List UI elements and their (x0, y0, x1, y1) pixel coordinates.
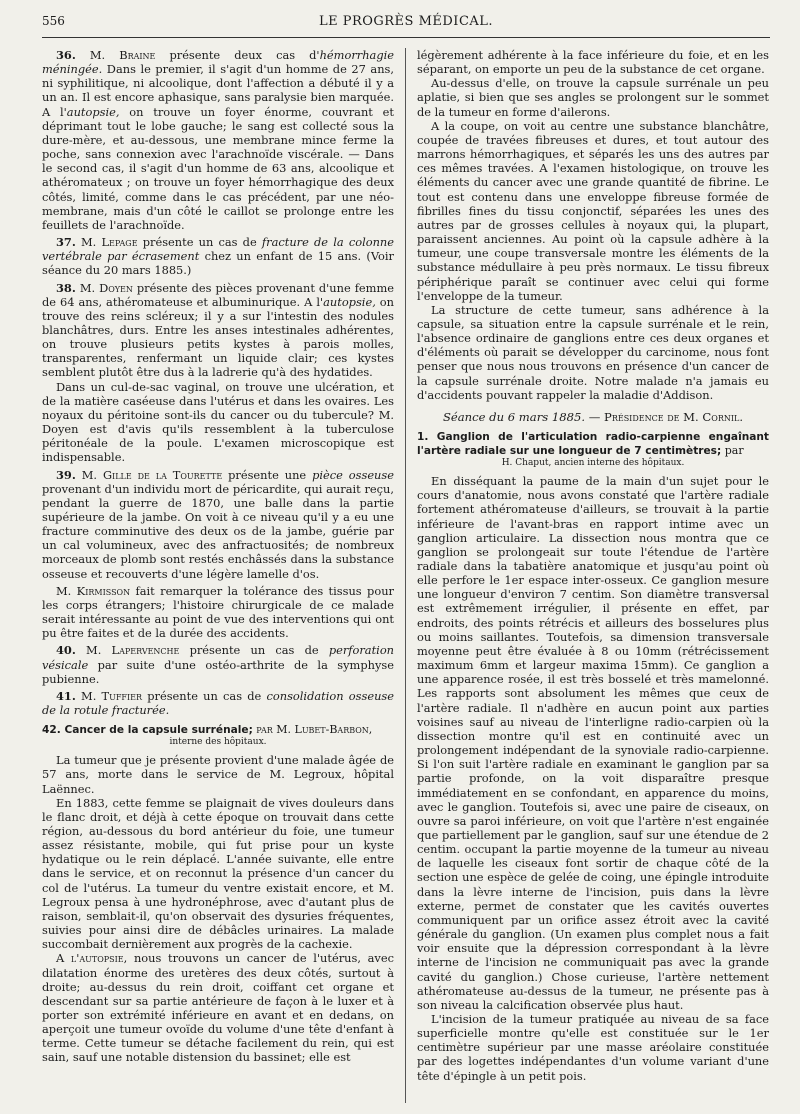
item-number: 39. (56, 467, 76, 482)
text: présente un cas de (137, 235, 262, 250)
italic-text: pièce osseuse (312, 467, 394, 482)
article-author: par M. Lubet-Barbon, (252, 723, 373, 737)
text: par suite d'une ostéo-arthrite de la symphyse pubienne. (42, 657, 394, 686)
paragraph-incision: L'incision de la tumeur pratiquée au niveau de sa face superficielle montre qu'elle est constituée sur le 1er centimètre supérieur par une masse aréolaire constituée par des logettes indépendantes d'un volume variant d'une tête d'épingle à un petit pois. (417, 1012, 769, 1083)
text: chez un enfant de 15 ans. (Voir séance du 20 mars 1885.) (42, 249, 394, 278)
text: on trouve un foyer énorme, couvrant et déprimant tout le lobe gauche; le sang est collecté sous la dure-mère, et au-dessous, une membrane mince ferme la poche, sans connexion avec l'arachnoïde viscérale. — Dans le second cas, il s'agit d'un homme de 63 ans, alcoolique et athéromateux ; on trouve un foyer hémorrhagique des deux côtés, limité, comme dans le cas précédent, par une néo-membrane, mais d'un côté le caillot se prolonge entre les feuillets de l'arachnoïde. (42, 104, 394, 232)
paragraph-37 (42, 235, 394, 277)
paragraph-41 (42, 689, 394, 717)
text: provenant d'un individu mort de péricardite, qui aurait reçu, pendant la guerre de 1870, une balle dans la partie supérieure de la jambe. On voit à ce niveau qu'il y a eu une fracture comminutive des deux os de la jambe, guérie par un cal volumineux, avec des anfractuosités; de nombreux morceaux de plomb sont restés enchâssés dans la substance osseuse et recouverts d'une légère lamelle d'os. (42, 481, 394, 581)
paragraph-42b: En 1883, cette femme se plaignait de vives douleurs dans le flanc droit, et déjà à cette époque on trouvait dans cette région, au-dessous du bord antérieur du foie, une tumeur assez résistante, mobile, qui fut prise pour un kyste hydatique ou le rein déplacé. L'année suivante, elle entre dans le service, et on reconnut la présence d'un cancer du col de l'utérus. La tumeur du ventre existait encore, et M. Legroux pensa à une hydronéphrose, avec d'autant plus de raison, semblait-il, qu'on observait des dysuries fréquentes, suivies pour ainsi dire de débâcles urinaires. La malade succombait dernièrement aux progrès de la cachexie. (42, 795, 394, 952)
paragraph-coupe: A la coupe, on voit au centre une substance blanchâtre, coupée de travées fibreuses et dures, et tout autour des marrons hémorrhagiques, et séparés les uns des autres par ces mêmes travées. A l'examen histologique, on trouve les éléments du cancer avec une grande quantité de fibrine. Le tout est contenu dans une enveloppe fibreuse formée de fibrilles fines du tissu conjonctif, séparées les unes des autres par de grosses cellules à noyaux qui, la plupart, paraissent anciennes. Au point où la capsule adhère à la tumeur, une coupe transversale montre les éléments de la substance médullaire à peu près normaux. Le tissu fibreux périphérique paraît se continuer avec celui qui forme l'enveloppe de la tumeur. (417, 118, 769, 303)
article-heading-42 (42, 723, 394, 748)
journal-title: LE PROGRÈS MÉDICAL. (318, 14, 494, 29)
paragraph-42c (42, 951, 394, 1064)
author-affiliation: interne des hôpitaux. (169, 737, 267, 748)
paragraph-39 (42, 468, 394, 581)
author-name: M. Lapervenche (86, 643, 180, 658)
paragraph-39-remark (42, 584, 394, 641)
item-number: 40. (56, 643, 76, 658)
italic-text: fracture de la colonne vertébrale par écrasement (42, 235, 394, 264)
paragraph-continued: légèrement adhérente à la face inférieure du foie, et en les séparant, on emporte un peu de la substance de cet organe. (417, 48, 769, 77)
text: présente deux cas d' (155, 48, 320, 62)
paragraph-dissection: En disséquant la paume de la main d'un sujet pour le cours d'anatomie, nous avons constaté que l'artère radiale fortement athéromateuse d'ailleurs, se trouvait à la partie inférieure de l'avant-bras en rapport intime avec un ganglion articulaire. La dissection nous montra que ce ganglion se prolongeait sur toute l'étendue de l'artère radiale dans la tabatière anatomique et jusqu'au point où elle perfore le 1er espace inter-osseux. Ce ganglion mesure une longueur d'environ 7 centim. Son diamètre transversal est extrêmement irrégulier, il présente en effet, par endroits, des points rétrécis et ailleurs des bosselures plus ou moins saillantes. Toutefois, sa dimension transversale moyenne peut être évaluée à 8 ou 10mm (rétrécissement maximum 6mm et largeur maxima 15mm). Ce ganglion a une apparence rosée, il est très bosselé et très mamelonné. Les rapports sont absolument les mêmes que ceux de l'artère radiale. Il n'adhère en aucun point aux parties voisines sauf au niveau de l'interligne radio-carpien où la dissection montre qu'il est en continuité avec un prolongement indépendant de la synoviale radio-carpienne. Si l'on suit l'artère radiale en examinant le ganglion par sa partie profonde, on la voit disparaître presque immédiatement en se confondant, en apparence du moins, avec le ganglion. Toutefois si, avec une paire de ciseaux, on ouvre sa paroi inférieure, on voit que l'artère n'est engainée que partiellement par le ganglion, sauf sur une étendue de 2 centim. occupant la partie moyenne de la tumeur au niveau de laquelle les ciseaux font sortir de chaque côté de la section une espèce de gelée de coing, une épingle introduite dans la lèvre interne de l'incision, puis dans la lèvre externe, permet de constater que les cavités ouvertes communiquent par un orifice assez étroit avec la cavité générale du ganglion. (Un examen plus complet nous a fait voir ensuite que la dépression correspondant à la lèvre interne de l'incision ne communiquait pas avec la grande cavité du ganglion.) Chose curieuse, l'artère nettement athéromateuse au-dessus de la tumeur, ne présente pas à son niveau la calcification observée plus haut. (417, 474, 769, 1012)
column-rule (405, 48, 406, 1103)
paragraph-capsule: Au-dessus d'elle, on trouve la capsule surrénale un peu aplatie, si bien que ses angles se prolongent sur le sommet de la tumeur en forme d'ailerons. (417, 76, 769, 119)
author-name: M. Tuffier (81, 688, 143, 703)
author-name: M. Kirmisson (56, 583, 131, 598)
item-number: 41. (56, 688, 76, 703)
section-label: A l'autopsie, (56, 951, 128, 966)
session-heading (417, 410, 769, 424)
left-column (42, 48, 394, 1103)
session-date: Séance du 6 mars 1885. (442, 409, 586, 424)
text: présente un cas de (179, 643, 329, 658)
text: présente un cas de (142, 688, 267, 703)
text: on trouve des reins scléreux; il y a sur l'intestin des nodules blanchâtres, durs. Entre les anses intestinales adhérentes, on trouve plusieurs petits kystes à parois molles, transparentes, renfermant un liquide clair; ces kystes semblent plutôt être dus à la ladrerie qu'à des hydatides. (42, 294, 394, 380)
paragraph-36 (42, 48, 394, 232)
italic-text: autopsie, (323, 294, 376, 309)
italic-text: autopsie, (66, 104, 120, 119)
page-number: 556 (42, 14, 65, 28)
author-name: M. Braine (89, 48, 156, 62)
item-number: 37. (56, 235, 76, 250)
text: fait remarquer la tolérance des tissus pour les corps étrangers; l'histoire chirurgicale de ce malade serait intéressante au point de vue des interventions qui ont pu être faites et de la durée des accidents. (42, 583, 394, 641)
paragraph-38 (42, 281, 394, 380)
paragraph-38-continued: Dans un cul-de-sac vaginal, on trouve une ulcération, et de la matière caséeuse dans l'utérus et dans les ovaires. Les noyaux du péritoine sont-ils du cancer ou du tubercule? M. Doyen est d'avis qu'ils ressemblent à la tuberculose péritonéale de la poule. L'examen microscopique est indispensable. (42, 379, 394, 465)
text: présente des pièces provenant d'une femme de 64 ans, athéromateuse et albuminurique. A l' (42, 280, 394, 309)
paragraph-40 (42, 643, 394, 685)
author-name: M. Doyen (79, 280, 133, 295)
italic-text: hémorrhagie méningée. (42, 48, 394, 77)
item-number: 38. (56, 280, 76, 295)
author-name: M. Lepage (81, 235, 138, 250)
paragraph-42a: La tumeur que je présente provient d'une malade âgée de 57 ans, morte dans le service de M. Legroux, hôpital Laënnec. (42, 753, 394, 796)
article-heading-1 (417, 430, 769, 469)
italic-text: perforation vésicale (42, 643, 394, 672)
italic-text: consolidation osseuse de la rotule fracturée. (42, 688, 394, 718)
text: nous trouvons un cancer de l'utérus, avec dilatation énorme des uretères des deux côtés, surtout à droite; au-dessus du rein droit, coiffant cet organe et descendant sur sa partie antérieure de façon à le luxer et à porter son extrémité inférieure en avant et en dedans, on aperçoit une tumeur ovoïde du volume d'une tête d'enfant à terme. Cette tumeur se détache facilement du rein, qui est sain, sauf une notable distension du bassinet; elle est (42, 951, 394, 1065)
paragraph-structure: La structure de cette tumeur, sans adhérence à la capsule, sa situation entre la capsule surrénale et le rein, l'absence ordinaire de ganglions entre ces deux organes et d'éléments où parait se développer du carcinome, nous font penser que nous nous trouvons en présence d'un cancer de la capsule surrénale droite. Notre malade n'a jamais eu d'accidents pouvant rappeler la maladie d'Addison. (417, 302, 769, 402)
text: Dans le premier, il s'agit d'un homme de 27 ans, ni syphilitique, ni alcoolique, dont l'affection a débuté il y a un an. Il est encore aphasique, sans paralysie bien marquée. A l' (42, 62, 394, 119)
article-by: par (721, 444, 744, 458)
article-title: 1. Ganglion de l'articulation radio-carpienne engaînant l'artère radiale sur une longueur de 7 centimètres; (417, 431, 769, 458)
session-president: — Présidence de M. Cornil. (585, 409, 744, 424)
text: présente une (222, 467, 313, 482)
running-header (42, 14, 770, 38)
author-name: M. Gille de la Tourette (81, 467, 223, 482)
text-columns (42, 48, 770, 1103)
right-column (417, 48, 769, 1103)
item-number: 36. (56, 48, 76, 62)
author-affiliation: H. Chaput, ancien interne des hôpitaux. (501, 458, 685, 469)
article-title: 42. Cancer de la capsule surrénale; (42, 724, 253, 737)
